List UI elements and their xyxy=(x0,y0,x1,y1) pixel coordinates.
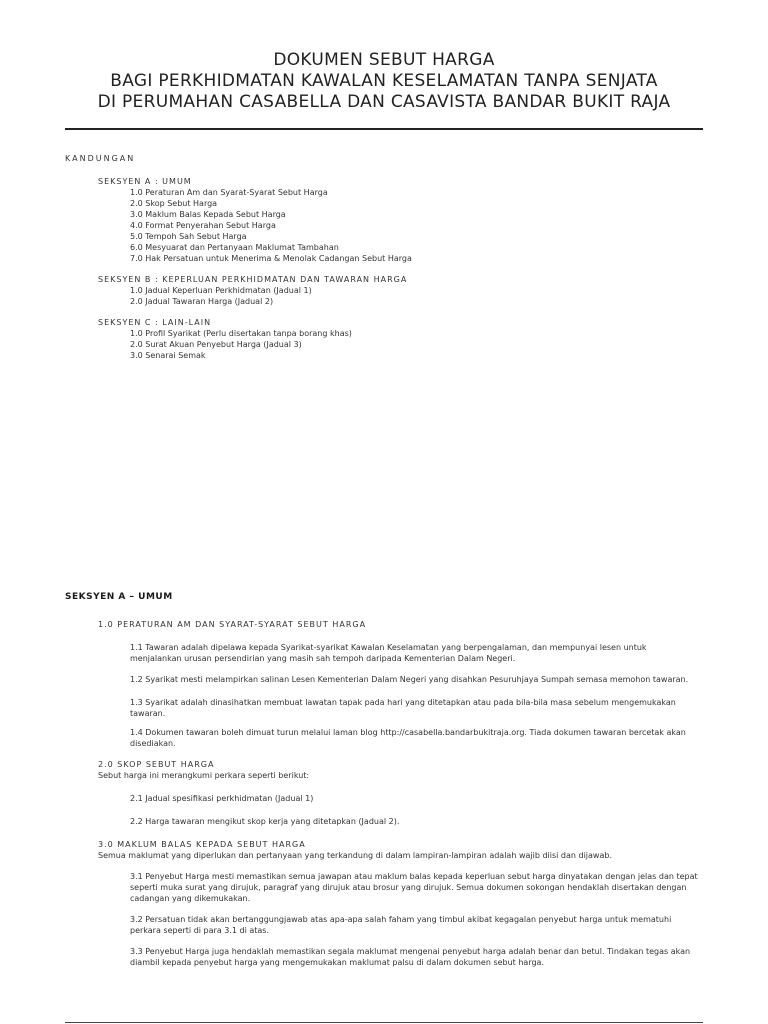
toc-section-title: SEKSYEN B : KEPERLUAN PERKHIDMATAN DAN TAWARAN HARGA xyxy=(98,275,408,284)
toc-section-c xyxy=(98,317,698,361)
toc-item: 3.0 Maklum Balas Kepada Sebut Harga xyxy=(130,210,286,219)
title-divider xyxy=(65,128,703,130)
document-title xyxy=(0,50,768,113)
title-line-2: BAGI PERKHIDMATAN KAWALAN KESELAMATAN TANPA SENJATA xyxy=(110,71,658,91)
toc-item: 1.0 Jadual Keperluan Perkhidmatan (Jadual 1) xyxy=(130,286,312,295)
paragraph-2-1: 2.1 Jadual spesifikasi perkhidmatan (Jadual 1) xyxy=(130,794,314,803)
toc-section-title: SEKSYEN A : UMUM xyxy=(98,177,192,186)
paragraph-1-1: 1.1 Tawaran adalah dipelawa kepada Syarikat-syarikat Kawalan Keselamatan yang berpengalaman, dan mempunyai lesen untuk menjalankan urusan persendirian yang masih sah tempoh daripada Kementerian Dalam Negeri. xyxy=(130,643,647,663)
subsection-heading-2: 2.0 SKOP SEBUT HARGA xyxy=(98,760,215,769)
subsection-intro-2: Sebut harga ini merangkumi perkara seperti berikut: xyxy=(98,771,310,780)
toc-item: 2.0 Jadual Tawaran Harga (Jadual 2) xyxy=(130,297,274,306)
paragraph-3-1: 3.1 Penyebut Harga mesti memastikan semua jawapan atau maklum balas kepada keperluan sebut harga dinyatakan dengan jelas dan tepat seperti muka surat yang dirujuk, paragraf yang dirujuk atau brosur yang dirujuk. Semua dokumen sokongan hendaklah disertakan dengan cadangan yang dikemukakan. xyxy=(130,872,698,903)
title-line-1: DOKUMEN SEBUT HARGA xyxy=(273,50,495,70)
toc-section-a xyxy=(98,176,698,264)
toc-item: 5.0 Tempoh Sah Sebut Harga xyxy=(130,232,247,241)
toc-section-title: SEKSYEN C : LAIN-LAIN xyxy=(98,318,212,327)
table-of-contents xyxy=(98,176,698,371)
toc-item: 2.0 Skop Sebut Harga xyxy=(130,199,218,208)
section-a-heading: SEKSYEN A – UMUM xyxy=(65,592,173,602)
title-line-3: DI PERUMAHAN CASABELLA DAN CASAVISTA BANDAR BUKIT RAJA xyxy=(97,92,671,112)
subsection-intro-3: Semua maklumat yang diperlukan dan pertanyaan yang terkandung di dalam lampiran-lampiran adalah wajib diisi dan dijawab. xyxy=(98,851,612,860)
toc-item: 2.0 Surat Akuan Penyebut Harga (Jadual 3) xyxy=(130,340,302,349)
paragraph-3-3: 3.3 Penyebut Harga juga hendaklah memastikan segala maklumat mengenai penyebut harga adalah benar dan betul. Tindakan tegas akan diambil kepada penyebut harga yang mengemukakan maklumat palsu di dalam dokumen sebut harga. xyxy=(130,947,691,967)
toc-item: 7.0 Hak Persatuan untuk Menerima & Menolak Cadangan Sebut Harga xyxy=(130,254,412,263)
toc-heading: KANDUNGAN xyxy=(65,154,136,163)
paragraph-1-3: 1.3 Syarikat adalah dinasihatkan membuat lawatan tapak pada hari yang ditetapkan atau pada bila-bila masa sebelum mengemukakan tawaran. xyxy=(130,698,676,718)
footer-divider xyxy=(65,1022,703,1023)
toc-item: 1.0 Peraturan Am dan Syarat-Syarat Sebut Harga xyxy=(130,188,328,197)
paragraph-1-4: 1.4 Dokumen tawaran boleh dimuat turun melalui laman blog http://casabella.bandarbukitraja.org. Tiada dokumen tawaran bercetak akan disediakan. xyxy=(130,728,686,748)
paragraph-3-2: 3.2 Persatuan tidak akan bertanggungjawab atas apa-apa salah faham yang timbul akibat kegagalan penyebut harga untuk mematuhi perkara seperti di para 3.1 di atas. xyxy=(130,915,672,935)
subsection-heading-3: 3.0 MAKLUM BALAS KEPADA SEBUT HARGA xyxy=(98,840,306,849)
toc-item: 3.0 Senarai Semak xyxy=(130,351,206,360)
toc-item: 1.0 Profil Syarikat (Perlu disertakan tanpa borang khas) xyxy=(130,329,352,338)
toc-item: 4.0 Format Penyerahan Sebut Harga xyxy=(130,221,276,230)
toc-section-b xyxy=(98,274,698,307)
toc-item: 6.0 Mesyuarat dan Pertanyaan Maklumat Tambahan xyxy=(130,243,339,252)
paragraph-2-2: 2.2 Harga tawaran mengikut skop kerja yang ditetapkan (Jadual 2). xyxy=(130,817,400,826)
section-a-body xyxy=(98,619,708,968)
paragraph-1-2: 1.2 Syarikat mesti melampirkan salinan Lesen Kementerian Dalam Negeri yang disahkan Pesuruhjaya Sumpah semasa memohon tawaran. xyxy=(130,675,689,684)
subsection-heading-1: 1.0 PERATURAN AM DAN SYARAT-SYARAT SEBUT HARGA xyxy=(98,620,367,629)
